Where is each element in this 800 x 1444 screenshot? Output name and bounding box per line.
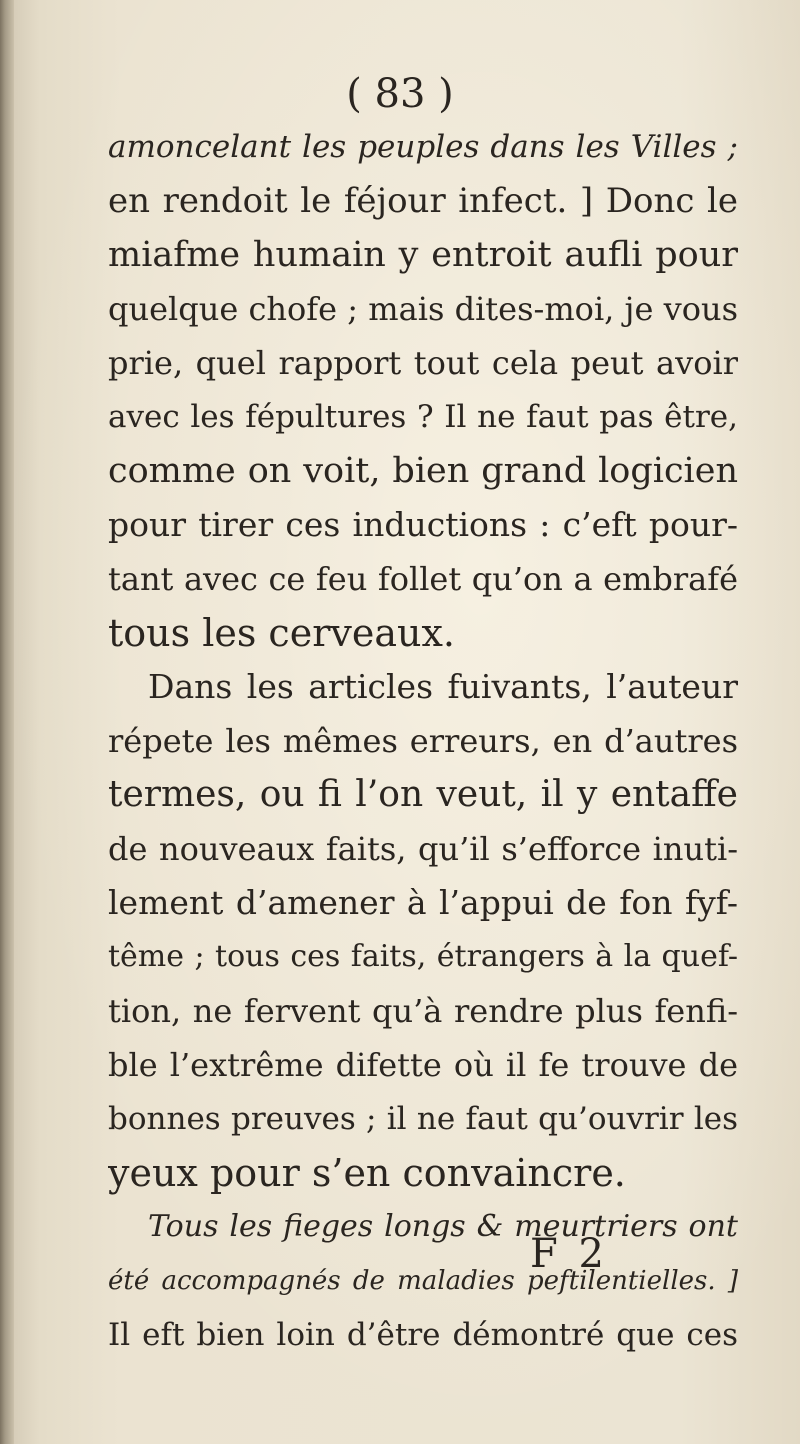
text-line: miafme humain y entroit aufli pour	[108, 235, 738, 275]
text-line-quotation: été accompagnés de maladies peftilentielles. ]	[108, 1266, 738, 1296]
text-line-paragraph-start: Dans les articles fuivants, l’auteur	[148, 667, 738, 706]
text-line: yeux pour s’en convaincre.	[108, 1151, 626, 1195]
text-line: termes, ou fi l’on veut, il y entaffe	[108, 774, 738, 815]
text-line: tant avec ce feu follet qu’on a embrafé	[108, 560, 738, 598]
page-gutter-shadow	[0, 0, 14, 1444]
text-line: tion, ne fervent qu’à rendre plus fenfi-	[108, 992, 738, 1030]
text-line: lement d’amener à l’appui de fon fyf-	[108, 883, 738, 922]
text-line: avec les fépultures ? Il ne faut pas être,	[108, 399, 738, 435]
text-line: amoncelant les peuples dans les Villes ;	[108, 129, 738, 165]
text-line: tous les cerveaux.	[108, 611, 455, 655]
text-line: répete les mêmes erreurs, en d’autres	[108, 722, 738, 760]
signature-mark: F 2	[530, 1231, 608, 1277]
text-line: tême ; tous ces faits, étrangers à la quef-	[108, 939, 738, 974]
body-text	[108, 120, 738, 1362]
text-line: bonnes preuves ; il ne faut qu’ouvrir les	[108, 1101, 738, 1137]
page-number: ( 83 )	[346, 71, 454, 117]
text-line: quelque chofe ; mais dites-moi, je vous	[108, 290, 738, 328]
text-line: pour tirer ces inductions : c’eft pour-	[108, 505, 738, 544]
text-line: de nouveaux faits, qu’il s’efforce inuti-	[108, 830, 738, 868]
text-line: prie, quel rapport tout cela peut avoir	[108, 344, 738, 382]
text-line-quotation-start: Tous les fieges longs & meurtriers ont	[148, 1209, 738, 1244]
text-line: ble l’extrême difette où il fe trouve de	[108, 1046, 738, 1084]
text-line: comme on voit, bien grand logicien	[108, 451, 738, 491]
text-line: en rendoit le féjour infect. ] Donc le	[108, 181, 738, 221]
text-line: Il eft bien loin d’être démontré que ces	[108, 1317, 738, 1353]
